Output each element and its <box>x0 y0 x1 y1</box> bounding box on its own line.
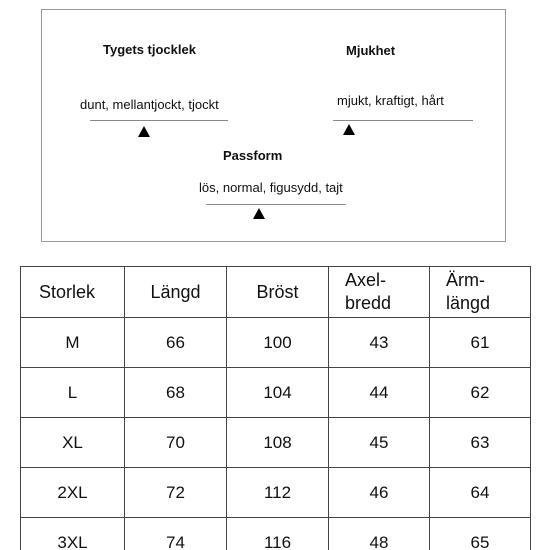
softness-options: mjukt, kraftigt, hårt <box>337 93 444 108</box>
table-cell: 104 <box>227 368 329 418</box>
table-row <box>21 468 531 518</box>
table-cell: 44 <box>329 368 430 418</box>
column-header-shoulder-width <box>329 267 430 318</box>
table-cell: 48 <box>329 518 430 550</box>
table-cell: 66 <box>125 318 227 368</box>
table-cell: 72 <box>125 468 227 518</box>
table-cell: 64 <box>430 468 531 518</box>
table-cell: 65 <box>430 518 531 550</box>
table-cell: 74 <box>125 518 227 550</box>
size-chart-table <box>20 266 531 550</box>
table-cell: 63 <box>430 418 531 468</box>
column-header-text: Ärm- <box>446 270 485 290</box>
thickness-scale-line <box>90 120 228 121</box>
table-cell: 68 <box>125 368 227 418</box>
column-header-text: Längd <box>150 281 201 302</box>
column-header-text: Axel- <box>345 270 387 290</box>
column-header-size <box>21 267 125 318</box>
thickness-marker-icon <box>138 126 150 137</box>
column-header-sleeve-length <box>430 267 531 318</box>
table-row <box>21 518 531 550</box>
table-cell: 100 <box>227 318 329 368</box>
table-cell: 116 <box>227 518 329 550</box>
thickness-options: dunt, mellantjockt, tjockt <box>80 97 219 112</box>
softness-scale-line <box>333 120 473 121</box>
table-cell: XL <box>21 418 125 468</box>
table-header-row <box>21 267 531 318</box>
table-row <box>21 368 531 418</box>
column-header-text-line2: bredd <box>345 293 392 313</box>
table-cell: 70 <box>125 418 227 468</box>
table-cell: 62 <box>430 368 531 418</box>
table-cell: 3XL <box>21 518 125 550</box>
column-header-chest <box>227 267 329 318</box>
table-cell: 43 <box>329 318 430 368</box>
column-header-length <box>125 267 227 318</box>
table-row <box>21 318 531 368</box>
table-cell: 112 <box>227 468 329 518</box>
column-header-text-line2: längd <box>446 293 491 313</box>
fit-marker-icon <box>253 208 265 219</box>
table-cell: 46 <box>329 468 430 518</box>
thickness-heading: Tygets tjocklek <box>103 42 196 57</box>
softness-marker-icon <box>343 124 355 135</box>
table-cell: 2XL <box>21 468 125 518</box>
fit-scale-line <box>206 204 346 205</box>
fabric-attributes-panel <box>41 9 506 242</box>
table-cell: L <box>21 368 125 418</box>
softness-heading: Mjukhet <box>346 43 396 58</box>
table-cell: 45 <box>329 418 430 468</box>
column-header-text: Storlek <box>39 281 96 302</box>
column-header-text: Bröst <box>256 281 299 302</box>
fit-options: lös, normal, figusydd, tajt <box>199 180 343 195</box>
table-cell: 108 <box>227 418 329 468</box>
table-cell: M <box>21 318 125 368</box>
table-row <box>21 418 531 468</box>
table-cell: 61 <box>430 318 531 368</box>
fit-heading: Passform <box>223 148 283 163</box>
